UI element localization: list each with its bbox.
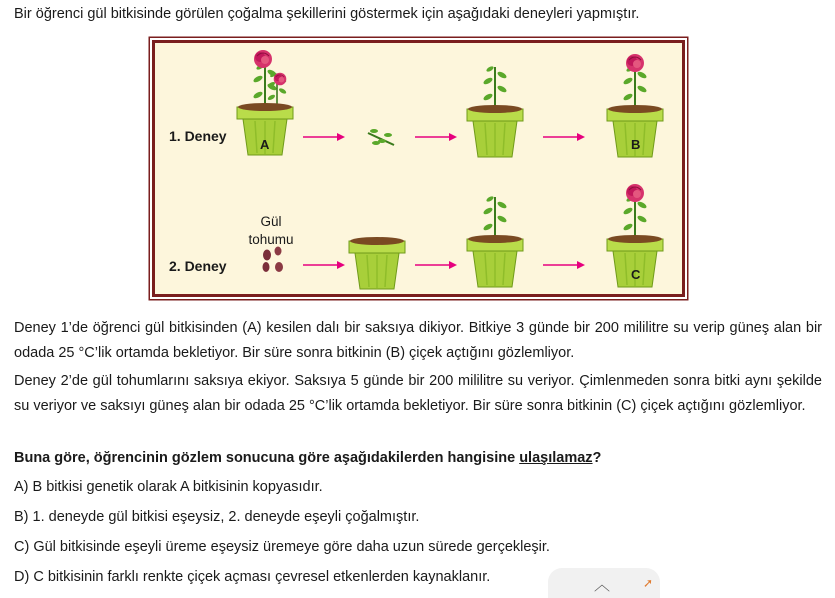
pot-b-label: B: [631, 137, 641, 152]
experiment-illustration: [155, 43, 682, 294]
question-mark: ?: [592, 450, 602, 466]
intro-text: Bir öğrenci gül bitkisinde görülen çoğalma şekillerini göstermek için aşağıdaki deneyleri yapmıştır.: [14, 6, 640, 22]
pot-c-label: C: [631, 267, 641, 282]
paragraph-1: Deney 1’de öğrenci gül bitkisinden (A) kesilen dalı bir saksıya dikiyor. Bitkiye 3 günde bir 200 mililitre su verip güneş alan bir odada 25 °C’lik ortamda bekletiyor. Bir süre sonra bitkinin (B) çiçek açtığını gözlemliyor.: [14, 320, 822, 361]
seed-label-line2: tohumu: [248, 232, 294, 247]
pot-a-label: A: [260, 137, 270, 152]
option-b[interactable]: B) 1. deneyde gül bitkisi eşeysiz, 2. deneyde eşeyli çoğalmıştır.: [14, 509, 420, 525]
chevron-up-icon[interactable]: ︿: [594, 577, 611, 594]
question-emphasis: ulaşılamaz: [519, 450, 593, 466]
seed-label: [241, 213, 301, 249]
option-d[interactable]: D) C bitkisinin farklı renkte çiçek açması çevresel etkenlerden kaynaklanır.: [14, 569, 491, 585]
cutting: [368, 129, 394, 145]
seeds: [263, 247, 284, 273]
seed-label-line1: Gül: [260, 214, 282, 229]
orange-arrow-icon[interactable]: ➚: [643, 576, 654, 590]
paragraph-2: Deney 2’de gül tohumlarını saksıya ekiyor. Saksıya 5 günde bir 200 mililitre su veriyor. Çimlenmeden sonra bitki aynı şekilde su veriyor ve saksıyı güneş alan bir odada 25 °C’lik ortamda bekletiyor. Bir süre sonra bitkinin (C) çiçek açtığını gözlemliyor.: [14, 373, 822, 414]
experiment-2-label: 2. Deney: [169, 258, 227, 274]
experiment-figure: [152, 40, 685, 297]
pot-1b: [467, 65, 523, 157]
pot-2b: [467, 195, 523, 287]
option-a[interactable]: A) B bitkisi genetik olarak A bitkisinin kopyasıdır.: [14, 479, 323, 495]
option-c[interactable]: C) Gül bitkisinde eşeyli üreme eşeysiz üremeye göre daha uzun sürede gerçekleşir.: [14, 539, 550, 555]
pot-2a: [349, 237, 405, 289]
experiment-1-label: 1. Deney: [169, 128, 227, 144]
question-text: Buna göre, öğrencinin gözlem sonucuna göre aşağıdakilerden hangisine: [14, 450, 520, 466]
question: [14, 450, 601, 466]
